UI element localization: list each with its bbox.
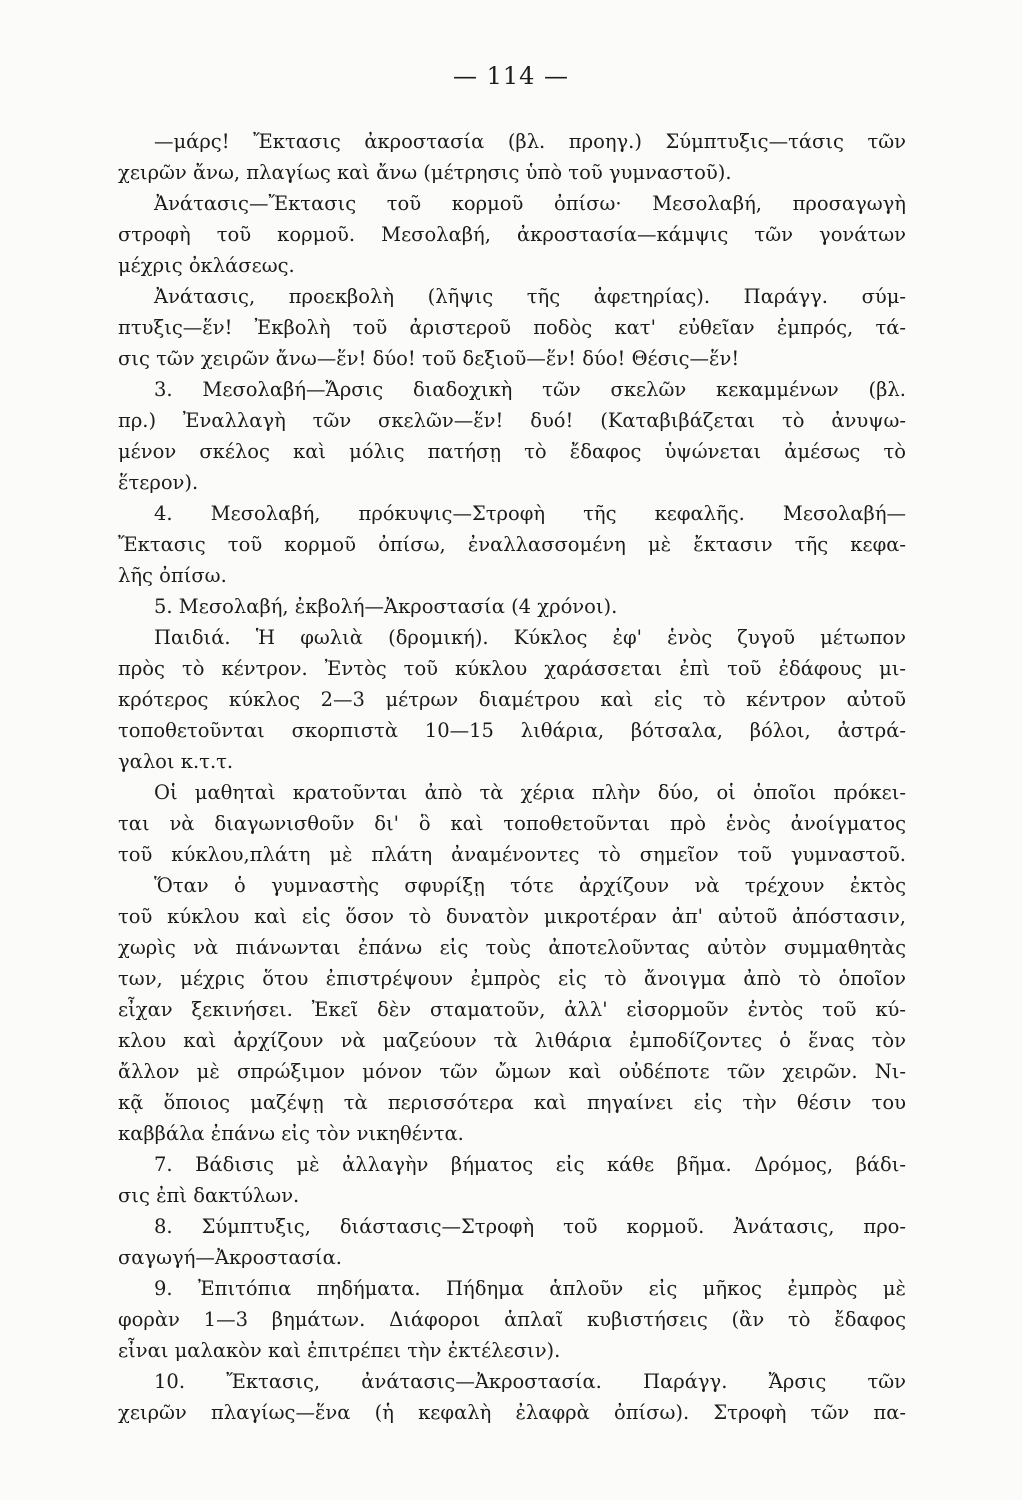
text-line: Οἱ μαθηταὶ κρατοῦνται ἀπὸ τὰ χέρια πλὴν δύο, οἱ ὁποῖοι πρόκει- bbox=[154, 781, 906, 804]
text-line: εἶναι μαλακὸν καὶ ἐπιτρέπει τὴν ἐκτέλεσιν). bbox=[118, 1339, 561, 1362]
text-line: 10. Ἔκτασις, ἀνάτασις—Ἀκροστασία. Παράγγ. Ἄρσις τῶν bbox=[154, 1370, 906, 1393]
text-line: —μάρς! Ἔκτασις ἀκροστασία (βλ. προηγ.) Σύμπτυξις—τάσις τῶν bbox=[154, 130, 906, 153]
text-line: των, μέχρις ὅτου ἐπιστρέψουν ἐμπρὸς εἰς τὸ ἄνοιγμα ἀπὸ τὸ ὁποῖον bbox=[118, 967, 906, 990]
text-line: καββάλα ἐπάνω εἰς τὸν νικηθέντα. bbox=[118, 1122, 464, 1145]
text-line: τοποθετοῦνται σκορπιστὰ 10—15 λιθάρια, βότσαλα, βόλοι, ἀστρά- bbox=[118, 719, 906, 742]
text-line: πτυξις—ἕν! Ἐκβολὴ τοῦ ἀριστεροῦ ποδὸς κατ' εὐθεῖαν ἐμπρός, τά- bbox=[118, 316, 906, 339]
text-line: 3. Μεσολαβή—Ἄρσις διαδοχικὴ τῶν σκελῶν κεκαμμένων (βλ. bbox=[154, 378, 906, 401]
text-line: φορὰν 1—3 βημάτων. Διάφοροι ἁπλαῖ κυβιστήσεις (ἂν τὸ ἔδαφος bbox=[118, 1308, 906, 1331]
text-line: 9. Ἐπιτόπια πηδήματα. Πήδημα ἁπλοῦν εἰς μῆκος ἐμπρὸς μὲ bbox=[154, 1277, 906, 1300]
text-line: 7. Βάδισις μὲ ἀλλαγὴν βήματος εἰς κάθε βῆμα. Δρόμος, βάδι- bbox=[154, 1153, 906, 1176]
text-line: σις τῶν χειρῶν ἄνω—ἕν! δύο! τοῦ δεξιοῦ—ἕν! δύο! Θέσις—ἕν! bbox=[118, 347, 740, 370]
text-line: κρότερος κύκλος 2—3 μέτρων διαμέτρου καὶ εἰς τὸ κέντρον αὐτοῦ bbox=[118, 688, 906, 711]
text-line: ἕτερον). bbox=[118, 471, 199, 494]
text-line: 8. Σύμπτυξις, διάστασις—Στροφὴ τοῦ κορμοῦ. Ἀνάτασις, προ- bbox=[154, 1215, 906, 1238]
text-line: ται νὰ διαγωνισθοῦν δι' ὃ καὶ τοποθετοῦνται πρὸ ἑνὸς ἀνοίγματος bbox=[118, 812, 906, 835]
text-line: Παιδιά. Ἡ φωλιὰ (δρομική). Κύκλος ἐφ' ἑνὸς ζυγοῦ μέτωπον bbox=[154, 626, 906, 649]
text-line: χειρῶν πλαγίως—ἕνα (ἡ κεφαλὴ ἐλαφρὰ ὀπίσω). Στροφὴ τῶν πα- bbox=[118, 1401, 906, 1424]
text-line: λῆς ὀπίσω. bbox=[118, 564, 227, 587]
text-line: ἄλλον μὲ σπρώξιμον μόνον τῶν ὤμων καὶ οὐδέποτε τῶν χειρῶν. Νι- bbox=[118, 1060, 906, 1083]
text-line: 5. Μεσολαβή, ἐκβολή—Ἀκροστασία (4 χρόνοι). bbox=[154, 595, 618, 618]
text-line: εἶχαν ξεκινήσει. Ἐκεῖ δὲν σταματοῦν, ἀλλ' εἰσορμοῦν ἐντὸς τοῦ κύ- bbox=[118, 998, 906, 1021]
text-line: πρ.) Ἐναλλαγὴ τῶν σκελῶν—ἕν! δυό! (Καταβιβάζεται τὸ ἀνυψω- bbox=[118, 409, 906, 432]
text-line: σις ἐπὶ δακτύλων. bbox=[118, 1184, 300, 1207]
page-number: — 114 — bbox=[452, 62, 570, 90]
text-line: τοῦ κύκλου καὶ εἰς ὅσον τὸ δυνατὸν μικροτέραν ἀπ' αὐτοῦ ἀπόστασιν, bbox=[118, 905, 906, 928]
body-text bbox=[118, 126, 906, 1428]
text-line: σαγωγή—Ἀκροστασία. bbox=[118, 1246, 342, 1269]
text-line: 4. Μεσολαβή, πρόκυψις—Στροφὴ τῆς κεφαλῆς. Μεσολαβή— bbox=[154, 502, 906, 525]
text-line: Ἀνάτασις, προεκβολὴ (λῆψις τῆς ἀφετηρίας). Παράγγ. σύμ- bbox=[154, 285, 906, 308]
text-line: Ὅταν ὁ γυμναστὴς σφυρίξῃ τότε ἀρχίζουν νὰ τρέχουν ἐκτὸς bbox=[154, 874, 906, 897]
text-line: στροφὴ τοῦ κορμοῦ. Μεσολαβή, ἀκροστασία—κάμψις τῶν γονάτων bbox=[118, 223, 906, 246]
text-line: μένον σκέλος καὶ μόλις πατήσῃ τὸ ἔδαφος ὑψώνεται ἀμέσως τὸ bbox=[118, 440, 906, 463]
text-line: πρὸς τὸ κέντρον. Ἐντὸς τοῦ κύκλου χαράσσεται ἐπὶ τοῦ ἐδάφους μι- bbox=[118, 657, 906, 680]
text-line: γαλοι κ.τ.τ. bbox=[118, 750, 234, 773]
text-line: χωρὶς νὰ πιάνωνται ἐπάνω εἰς τοὺς ἀποτελοῦντας αὐτὸν συμμαθητὰς bbox=[118, 936, 906, 959]
text-line: τοῦ κύκλου,πλάτη μὲ πλάτη ἀναμένοντες τὸ σημεῖον τοῦ γυμναστοῦ. bbox=[118, 843, 906, 866]
text-line: μέχρις ὀκλάσεως. bbox=[118, 254, 295, 277]
text-line: χειρῶν ἄνω, πλαγίως καὶ ἄνω (μέτρησις ὑπὸ τοῦ γυμναστοῦ). bbox=[118, 161, 732, 184]
text-line: Ἀνάτασις—Ἔκτασις τοῦ κορμοῦ ὀπίσω· Μεσολαβή, προσαγωγὴ bbox=[154, 192, 906, 215]
text-line: κλου καὶ ἀρχίζουν νὰ μαζεύουν τὰ λιθάρια ἐμποδίζοντες ὁ ἕνας τὸν bbox=[118, 1029, 906, 1052]
text-line: Ἔκτασις τοῦ κορμοῦ ὀπίσω, ἐναλλασσομένη μὲ ἔκτασιν τῆς κεφα- bbox=[118, 533, 906, 556]
text-line: κᾷ ὅποιος μαζέψῃ τὰ περισσότερα καὶ πηγαίνει εἰς τὴν θέσιν του bbox=[118, 1091, 906, 1114]
